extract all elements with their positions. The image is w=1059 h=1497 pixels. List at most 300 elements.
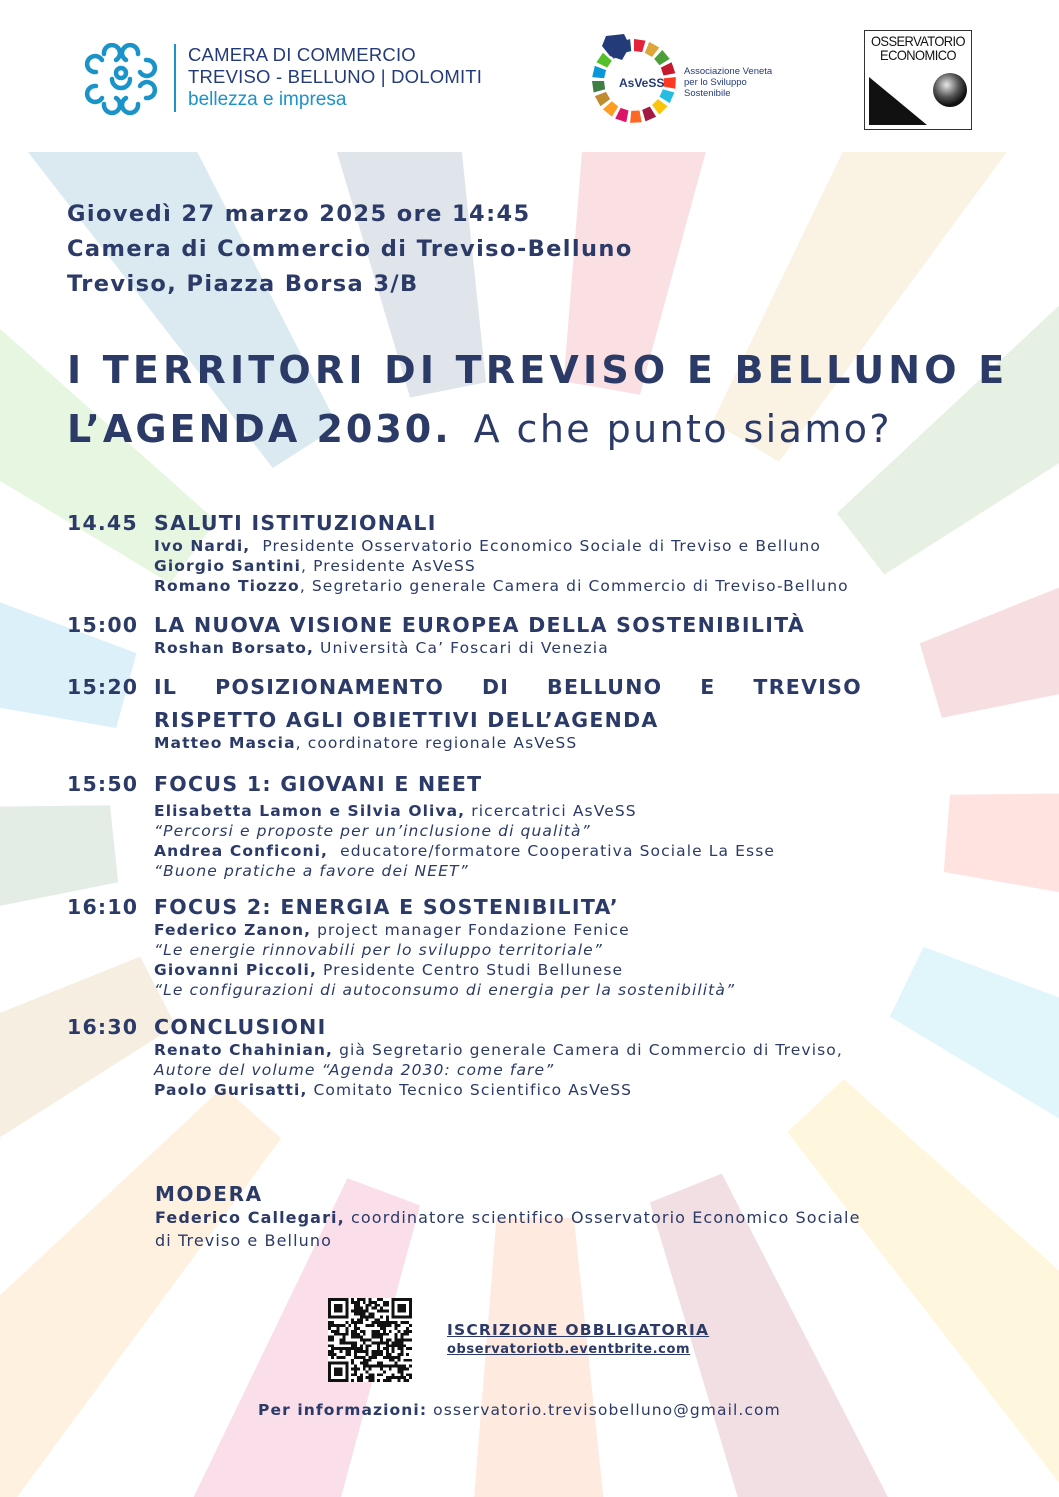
qr-module — [374, 1330, 377, 1333]
qr-module — [400, 1365, 403, 1368]
moderator-heading: MODERA — [155, 1182, 263, 1206]
qr-module — [400, 1353, 403, 1356]
qr-module — [395, 1336, 398, 1339]
qr-module — [331, 1353, 334, 1356]
qr-module — [395, 1362, 398, 1365]
qr-module — [386, 1341, 389, 1344]
slot-title-word: DI — [481, 675, 510, 699]
speaker-line — [154, 920, 735, 940]
qr-module — [392, 1344, 395, 1347]
program-slot-5 — [67, 894, 735, 1000]
qr-module — [360, 1344, 363, 1347]
qr-module — [380, 1350, 383, 1353]
qr-module — [357, 1321, 360, 1324]
qr-module — [351, 1330, 354, 1333]
qr-module — [345, 1321, 348, 1324]
speaker-role: Università Ca’ Foscari di Venezia — [320, 639, 609, 657]
speaker-line — [154, 576, 849, 596]
qr-module — [409, 1376, 412, 1379]
qr-module — [374, 1356, 377, 1359]
slot-title: FOCUS 2: ENERGIA E SOSTENIBILITA’ — [154, 895, 619, 919]
qr-module — [366, 1365, 369, 1368]
qr-module — [392, 1365, 395, 1368]
qr-module — [337, 1324, 340, 1327]
ccia-logo-line2: TREVISO - BELLUNO | DOLOMITI — [188, 66, 483, 87]
qr-module — [403, 1368, 406, 1371]
qr-module — [383, 1356, 386, 1359]
slot-title: LA NUOVA VISIONE EUROPEA DELLA SOSTENIBILITÀ — [154, 613, 805, 637]
qr-module — [331, 1344, 334, 1347]
qr-module — [386, 1310, 389, 1313]
slot-title: CONCLUSIONI — [154, 1015, 327, 1039]
qr-module — [389, 1368, 392, 1371]
qr-module — [380, 1324, 383, 1327]
qr-module — [398, 1344, 401, 1347]
qr-module — [406, 1321, 409, 1324]
qr-module — [386, 1379, 389, 1382]
qr-module — [380, 1353, 383, 1356]
sdg-ring-segment — [615, 108, 628, 122]
qr-module — [386, 1333, 389, 1336]
qr-module — [337, 1330, 340, 1333]
qr-module — [409, 1359, 412, 1362]
qr-module — [395, 1321, 398, 1324]
speaker-line — [154, 733, 862, 753]
qr-module — [371, 1321, 374, 1324]
qr-module — [337, 1347, 340, 1350]
qr-module — [354, 1321, 357, 1324]
qr-module — [337, 1327, 340, 1330]
qr-module — [377, 1365, 380, 1368]
sdg-ring-segment — [634, 39, 645, 52]
slot-title-word: BELLUNO — [547, 675, 663, 699]
qr-module — [386, 1347, 389, 1350]
qr-module — [369, 1376, 372, 1379]
qr-module — [363, 1333, 366, 1336]
qr-module — [392, 1376, 395, 1379]
qr-module — [328, 1353, 331, 1356]
qr-module — [377, 1344, 380, 1347]
qr-module — [340, 1339, 343, 1342]
qr-module — [371, 1324, 374, 1327]
sdg-ring-segment — [652, 99, 667, 114]
qr-module — [357, 1307, 360, 1310]
qr-module — [374, 1365, 377, 1368]
qr-module — [328, 1321, 331, 1324]
qr-module — [380, 1341, 383, 1344]
qr-module — [366, 1350, 369, 1353]
qr-module — [351, 1344, 354, 1347]
qr-module — [406, 1379, 409, 1382]
qr-module — [363, 1350, 366, 1353]
qr-module — [345, 1327, 348, 1330]
ccia-logo-line1: CAMERA DI COMMERCIO — [188, 44, 416, 65]
speaker-line — [154, 801, 775, 821]
qr-module — [354, 1341, 357, 1344]
qr-module — [380, 1339, 383, 1342]
qr-module — [398, 1359, 401, 1362]
qr-module — [383, 1301, 386, 1304]
asvess-logo — [584, 26, 794, 126]
speaker-line — [154, 556, 849, 576]
qr-module — [377, 1298, 380, 1301]
qr-module — [383, 1341, 386, 1344]
moderator-name: Federico Callegari, — [155, 1208, 345, 1227]
speaker-name: Paolo Gurisatti, — [154, 1081, 308, 1099]
talk-title: “Buone pratiche a favore dei NEET” — [154, 862, 469, 880]
qr-module — [331, 1350, 334, 1353]
qr-module — [400, 1373, 403, 1376]
speaker-line — [154, 1080, 843, 1100]
qr-module — [371, 1365, 374, 1368]
qr-module — [328, 1339, 331, 1342]
slot-time: 15:00 — [67, 613, 139, 637]
qr-module — [374, 1318, 377, 1321]
qr-module — [363, 1362, 366, 1365]
qr-module — [371, 1373, 374, 1376]
qr-module — [374, 1307, 377, 1310]
qr-module — [386, 1318, 389, 1321]
qr-module — [386, 1321, 389, 1324]
qr-module — [398, 1379, 401, 1382]
qr-module — [377, 1304, 380, 1307]
qr-module — [386, 1344, 389, 1347]
qr-module — [389, 1339, 392, 1342]
ccia-emblem-icon — [82, 40, 160, 118]
asvess-logo-description — [684, 66, 794, 99]
qr-module — [357, 1301, 360, 1304]
qr-module — [377, 1347, 380, 1350]
speaker-line — [154, 638, 805, 658]
qr-module — [371, 1301, 374, 1304]
qr-module — [386, 1339, 389, 1342]
qr-module — [363, 1341, 366, 1344]
registration-link[interactable]: observatoriotb.eventbrite.com — [447, 1342, 691, 1357]
qr-module — [354, 1353, 357, 1356]
talk-title: “Percorsi e proposte per un’inclusione di qualità” — [154, 822, 591, 840]
qr-module — [366, 1347, 369, 1350]
qr-module — [345, 1353, 348, 1356]
qr-module — [342, 1356, 345, 1359]
qr-module — [380, 1321, 383, 1324]
qr-module — [374, 1321, 377, 1324]
qr-module — [360, 1307, 363, 1310]
qr-module — [400, 1333, 403, 1336]
qr-module — [369, 1304, 372, 1307]
program-slot-2 — [67, 612, 805, 658]
contact-email[interactable]: osservatorio.trevisobelluno@gmail.com — [433, 1401, 781, 1419]
registration-title: ISCRIZIONE OBBLIGATORIA — [447, 1321, 710, 1339]
qr-module — [369, 1298, 372, 1301]
qr-module — [369, 1365, 372, 1368]
qr-module — [351, 1373, 354, 1376]
qr-module — [403, 1321, 406, 1324]
qr-module — [348, 1347, 351, 1350]
slot-title-word: TREVISO — [753, 675, 862, 699]
qr-module — [357, 1347, 360, 1350]
qr-module — [369, 1312, 372, 1315]
sdg-ring-segment — [592, 66, 606, 78]
qr-module — [354, 1301, 357, 1304]
qr-module — [374, 1336, 377, 1339]
qr-module — [342, 1333, 345, 1336]
qr-module — [383, 1365, 386, 1368]
qr-module — [383, 1321, 386, 1324]
qr-module — [403, 1333, 406, 1336]
event-venue: Camera di Commercio di Treviso-Belluno — [67, 236, 633, 262]
moderator-role: coordinatore scientifico Osservatorio Economico Sociale — [351, 1208, 861, 1227]
qr-module — [392, 1321, 395, 1324]
qr-module — [389, 1321, 392, 1324]
qr-module — [398, 1353, 401, 1356]
qr-module — [357, 1310, 360, 1313]
speaker-name: Renato Chahinian, — [154, 1041, 334, 1059]
qr-module — [389, 1359, 392, 1362]
qr-module — [406, 1327, 409, 1330]
sdg-ring-segment — [645, 42, 659, 57]
asvess-logo-name: AsVeSS — [619, 76, 665, 90]
qr-module — [395, 1333, 398, 1336]
qr-module — [398, 1365, 401, 1368]
qr-module — [337, 1333, 340, 1336]
sdg-ring-segment — [661, 62, 675, 75]
program-slot-6 — [67, 1014, 843, 1100]
qr-module — [389, 1356, 392, 1359]
qr-module — [395, 1327, 398, 1330]
osservatorio-logo-text — [869, 34, 967, 62]
slot-title-line1 — [154, 674, 862, 700]
qr-module — [409, 1373, 412, 1376]
qr-module — [403, 1339, 406, 1342]
sdg-ring-segment — [592, 81, 605, 92]
qr-module — [389, 1353, 392, 1356]
qr-module — [363, 1312, 366, 1315]
qr-module — [351, 1301, 354, 1304]
qr-module — [366, 1362, 369, 1365]
qr-module — [334, 1304, 343, 1313]
qr-module — [386, 1350, 389, 1353]
qr-module — [369, 1356, 372, 1359]
qr-module — [351, 1341, 354, 1344]
sdg-ring-segment — [642, 107, 656, 122]
qr-module — [398, 1347, 401, 1350]
book-title: Autore del volume “Agenda 2030: come fare” — [154, 1061, 555, 1079]
qr-module — [351, 1368, 354, 1371]
qr-module — [386, 1304, 389, 1307]
slot-title-word: IL — [154, 675, 178, 699]
qr-module — [377, 1350, 380, 1353]
event-title — [67, 342, 1009, 460]
qr-code[interactable] — [328, 1298, 412, 1382]
qr-module — [354, 1365, 357, 1368]
qr-module — [395, 1356, 398, 1359]
qr-module — [398, 1304, 407, 1313]
qr-module — [389, 1324, 392, 1327]
qr-module — [383, 1304, 386, 1307]
qr-module — [351, 1379, 354, 1382]
qr-module — [357, 1312, 360, 1315]
qr-module — [331, 1339, 334, 1342]
speaker-name: Andrea Conficoni, — [154, 842, 329, 860]
qr-module — [354, 1327, 357, 1330]
speaker-name: Giovanni Piccoli, — [154, 961, 317, 979]
qr-module — [377, 1373, 380, 1376]
qr-module — [363, 1359, 366, 1362]
qr-module — [354, 1370, 357, 1373]
qr-module — [357, 1376, 360, 1379]
qr-module — [383, 1379, 386, 1382]
qr-module — [331, 1336, 334, 1339]
qr-module — [354, 1333, 357, 1336]
program-slot-4 — [67, 771, 775, 881]
osservatorio-logo-line2: ECONOMICO — [880, 47, 956, 63]
qr-module — [360, 1373, 363, 1376]
speaker-name: Federico Zanon, — [154, 921, 312, 939]
qr-module — [406, 1333, 409, 1336]
speaker-role: ricercatrici AsVeSS — [471, 802, 637, 820]
title-line2-bold: L’AGENDA 2030. — [67, 407, 452, 451]
qr-module — [386, 1301, 389, 1304]
qr-module — [360, 1376, 363, 1379]
qr-module — [348, 1341, 351, 1344]
qr-module — [363, 1356, 366, 1359]
qr-module — [392, 1373, 395, 1376]
qr-module — [380, 1333, 383, 1336]
qr-module — [366, 1318, 369, 1321]
qr-module — [363, 1298, 366, 1301]
qr-module — [380, 1373, 383, 1376]
qr-module — [360, 1350, 363, 1353]
qr-module — [371, 1312, 374, 1315]
qr-module — [400, 1370, 403, 1373]
qr-module — [403, 1376, 406, 1379]
speaker-role: educatore/formatore Cooperativa Sociale La Esse — [340, 842, 776, 860]
qr-module — [371, 1315, 374, 1318]
qr-module — [386, 1324, 389, 1327]
qr-module — [366, 1310, 369, 1313]
qr-module — [398, 1368, 401, 1371]
talk-title: “Le energie rinnovabili per lo sviluppo territoriale” — [154, 941, 603, 959]
qr-module — [334, 1347, 337, 1350]
qr-module — [328, 1327, 331, 1330]
qr-module — [395, 1376, 398, 1379]
qr-module — [354, 1368, 357, 1371]
qr-module — [377, 1333, 380, 1336]
speaker-role: Presidente Osservatorio Economico Sociale di Treviso e Belluno — [262, 537, 821, 555]
qr-module — [371, 1376, 374, 1379]
qr-module — [366, 1376, 369, 1379]
qr-module — [380, 1362, 383, 1365]
qr-module — [348, 1353, 351, 1356]
qr-module — [360, 1379, 363, 1382]
sdg-ring-segment — [603, 101, 618, 116]
qr-module — [360, 1310, 363, 1313]
title-line1: I TERRITORI DI TREVISO E BELLUNO E — [67, 348, 1009, 392]
qr-module — [386, 1315, 389, 1318]
qr-module — [398, 1370, 401, 1373]
qr-module — [354, 1356, 357, 1359]
qr-module — [392, 1347, 395, 1350]
qr-module — [331, 1324, 334, 1327]
qr-module — [406, 1330, 409, 1333]
moderator-role-cont: di Treviso e Belluno — [155, 1231, 333, 1250]
qr-module — [342, 1341, 345, 1344]
qr-module — [363, 1368, 366, 1371]
asvess-desc-line3: Sostenibile — [684, 88, 731, 99]
qr-module — [360, 1347, 363, 1350]
qr-module — [406, 1339, 409, 1342]
slot-time: 15:20 — [67, 675, 139, 699]
slot-title-word: E — [700, 675, 716, 699]
sdg-ring-segment — [595, 92, 610, 106]
program-slot-1 — [67, 510, 849, 596]
qr-module — [409, 1330, 412, 1333]
qr-module — [398, 1356, 401, 1359]
program-slot-3 — [67, 674, 862, 753]
qr-module — [360, 1315, 363, 1318]
qr-module — [354, 1330, 357, 1333]
qr-module — [357, 1333, 360, 1336]
qr-module — [374, 1341, 377, 1344]
qr-module — [348, 1350, 351, 1353]
qr-module — [360, 1298, 363, 1301]
qr-module — [360, 1312, 363, 1315]
qr-module — [331, 1347, 334, 1350]
qr-module — [345, 1350, 348, 1353]
qr-module — [406, 1368, 409, 1371]
qr-module — [334, 1333, 337, 1336]
qr-module — [371, 1341, 374, 1344]
qr-module — [328, 1350, 331, 1353]
qr-module — [403, 1330, 406, 1333]
qr-module — [383, 1330, 386, 1333]
slot-time: 16:10 — [67, 895, 139, 919]
qr-module — [377, 1330, 380, 1333]
qr-module — [357, 1318, 360, 1321]
qr-module — [354, 1324, 357, 1327]
qr-module — [380, 1368, 383, 1371]
qr-module — [360, 1356, 363, 1359]
qr-module — [351, 1347, 354, 1350]
qr-module — [342, 1324, 345, 1327]
qr-module — [369, 1339, 372, 1342]
qr-module — [389, 1379, 392, 1382]
qr-module — [374, 1304, 377, 1307]
qr-module — [389, 1344, 392, 1347]
qr-module — [354, 1304, 357, 1307]
qr-module — [409, 1365, 412, 1368]
talk-title: “Le configurazioni di autoconsumo di energia per la sostenibilità” — [154, 981, 736, 999]
qr-module — [371, 1350, 374, 1353]
qr-module — [340, 1333, 343, 1336]
qr-module — [377, 1321, 380, 1324]
qr-module — [363, 1310, 366, 1313]
qr-module — [403, 1379, 406, 1382]
slot-time: 16:30 — [67, 1015, 139, 1039]
qr-module — [331, 1356, 334, 1359]
qr-module — [351, 1321, 354, 1324]
qr-module — [400, 1336, 403, 1339]
qr-module — [351, 1336, 354, 1339]
speaker-line — [154, 841, 775, 861]
qr-module — [380, 1315, 383, 1318]
sdg-ring-segment — [660, 89, 675, 103]
qr-module — [398, 1376, 401, 1379]
qr-module — [400, 1339, 403, 1342]
qr-module — [369, 1373, 372, 1376]
qr-module — [377, 1353, 380, 1356]
qr-module — [351, 1362, 354, 1365]
